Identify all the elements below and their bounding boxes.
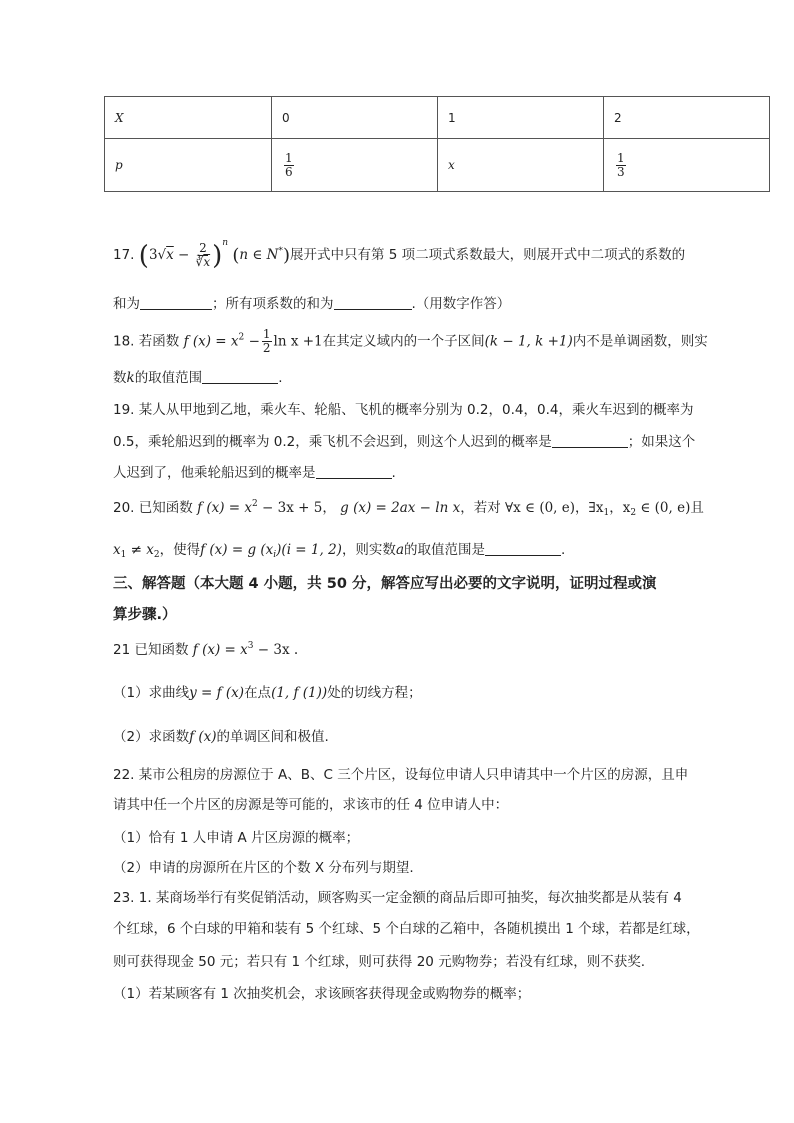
answer-blank	[552, 433, 628, 448]
question-19-line3: 人迟到了，他乘轮船迟到的概率是 .	[113, 465, 396, 481]
question-22-line1: 22. 某市公租房的房源位于 A、B、C 三个片区，设每位申请人只申请其中一个片区的房源，且申	[113, 767, 689, 783]
answer-blank	[202, 369, 278, 384]
question-23-line3: 则可获得现金 50 元；若只有 1 个红球，则可获得 20 元购物券；若没有红球，则不获奖.	[113, 954, 645, 970]
table-row	[105, 97, 770, 139]
answer-blank	[316, 464, 392, 479]
table-cell: 0	[272, 97, 438, 139]
fraction: $\frac{1}{3}$	[617, 150, 625, 179]
table-cell	[604, 139, 770, 192]
question-22-line2: 请其中任一个片区的房源是等可能的，求该市的任 4 位申请人中：	[113, 797, 509, 813]
fraction: $\frac{1}{2}$	[262, 327, 271, 355]
section-heading-cont: 算步骤.）	[113, 607, 177, 623]
question-23-line2: 个红球，6 个白球的甲箱和装有 5 个红球、5 个白球的乙箱中，各随机摸出 1 个球，若都是红球，	[113, 921, 700, 937]
question-21-part2: （2）求函数f (x)的单调区间和极值.	[113, 729, 329, 745]
table-cell: X	[105, 97, 272, 139]
answer-blank	[334, 295, 412, 310]
answer-blank	[140, 295, 212, 310]
fraction: $\frac{1}{6}$	[285, 150, 293, 179]
question-22-part1: （1）恰有 1 人申请 A 片区房源的概率；	[113, 830, 360, 846]
table-row	[105, 139, 770, 192]
question-21-head: 21 已知函数 f $(x) = x^3 - 3x$ .	[113, 641, 299, 658]
question-17-line2: 和为 ；所有项系数的和为 .（用数字作答）	[113, 296, 511, 312]
table-cell: 2	[604, 97, 770, 139]
question-18-line1: 18. 若函数 f $(x) = x^2$ − $\frac{1}{2}$ ln x +1在其定义域内的一个子区间(k − 1, k +1)内不是单调函数，则实	[113, 327, 708, 355]
table-cell: x	[438, 139, 604, 192]
table-cell: p	[105, 139, 272, 192]
section-heading: 三、解答题（本大题 4 小题，共 50 分，解答应写出必要的文字说明，证明过程或演	[113, 576, 657, 592]
question-17-line1: 17. (3√x − $\frac{2}{∛\overline{x}}$ )$^n$ (n ∈ N*)展开式中只有第 5 项二项式系数最大，则展开式中二项式的系数的	[113, 238, 686, 271]
question-23-part1: （1）若某顾客有 1 次抽奖机会，求该顾客获得现金或购物券的概率；	[113, 986, 531, 1002]
table-cell: 1	[438, 97, 604, 139]
distribution-table	[104, 96, 770, 192]
question-22-part2: （2）申请的房源所在片区的个数 X 分布列与期望.	[113, 860, 414, 876]
fraction: $\frac{2}{∛\overline{x}}$	[195, 240, 211, 269]
question-20-line1: 20. 已知函数 f $(x) = x^2 - 3x + 5$， g (x) = 2ax − ln x，若对 ∀x ∈ (0, e)，$\exists x_1$，$x_2$ ∈ (0, e)且	[113, 499, 704, 518]
answer-blank	[485, 541, 561, 556]
question-19-line1: 19. 某人从甲地到乙地，乘火车、轮船、飞机的概率分别为 0.2，0.4，0.4，乘火车迟到的概率为	[113, 402, 694, 418]
question-20-line2: $x_1 \ne x_2$，使得f (x) = g $(x_i)(i = 1$, 2)，则实数a的取值范围是 .	[113, 542, 566, 560]
table-cell	[272, 139, 438, 192]
question-23-line1: 23. 1. 某商场举行有奖促销活动，顾客购买一定金额的商品后即可抽奖，每次抽奖都是从装有 4	[113, 890, 682, 906]
question-18-line2: 数k的取值范围 .	[113, 370, 283, 386]
question-21-part1: （1）求曲线y = f (x)在点(1, f (1))处的切线方程；	[113, 685, 422, 701]
question-19-line2: 0.5，乘轮船迟到的概率为 0.2，乘飞机不会迟到，则这个人迟到的概率是 ；如果这个	[113, 434, 696, 450]
